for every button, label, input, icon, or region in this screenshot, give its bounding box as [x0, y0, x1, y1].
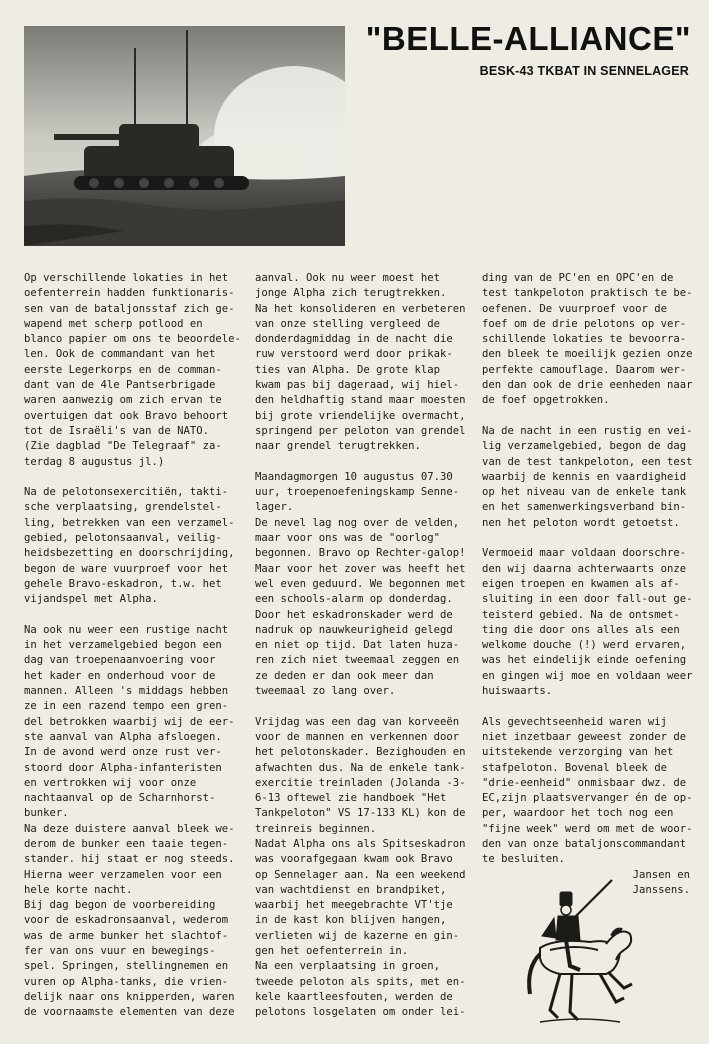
text-line: maar voor ons was de "oorlog" [255, 532, 440, 545]
text-line: voor de mannen en verkennen door [255, 730, 460, 743]
text-line: vuren op Alpha-tanks, die vrien- [24, 975, 229, 988]
text-line: van onze stelling vergleed de [255, 317, 440, 330]
text-line: uitstekende verzorging van het [482, 746, 674, 759]
text-line: waarbij de kennis en vaardigheid [482, 470, 687, 483]
text-line: ze in een razend tempo een gren- [24, 700, 229, 713]
text-line: eerste Legerkorps en de comman- [24, 363, 222, 376]
text-line: was de arme bunker het slachtof- [24, 929, 229, 942]
text-line: ding van de PC'en en OPC'en de [482, 272, 674, 284]
text-line: begonnen. Bravo op Rechter-galop! [255, 547, 466, 560]
text-line: waren aanwezig om zich ervan te [24, 394, 222, 407]
text-line: bunker. [24, 807, 69, 820]
text-line: sche verplaatsing, grendelstel- [24, 501, 222, 514]
text-column-3 [482, 271, 696, 868]
text-column-1 [24, 271, 241, 1021]
text-line: ze deden er dan ook meer dan [255, 669, 434, 682]
text-line [24, 608, 238, 623]
text-line: een schools-alarm op donderdag. [255, 593, 453, 606]
text-line [255, 699, 469, 714]
text-line: "fijne week" werd om met de woor- [482, 822, 693, 835]
text-line: gebied, pelotonsaanval, veilig- [24, 532, 222, 545]
text-line: Na ook nu weer een rustige nacht [24, 623, 229, 636]
text-line: oefenterrein hadden funktionaris- [24, 287, 235, 300]
text-line: Na de pelotonsexercitiën, takti- [24, 486, 229, 499]
text-line: dag van troepenaanvoering voor [24, 654, 216, 667]
text-line: lager. [255, 501, 294, 514]
text-line: jonge Alpha zich terugtrekken. [255, 287, 447, 300]
text-line: stoord door Alpha-infanteristen [24, 761, 222, 774]
text-line: eigen troepen en kwamen als af- [482, 577, 680, 590]
text-line: niet inzetbaar geweest zonder de [482, 730, 687, 743]
text-line: den van onze bataljonscommandant [482, 837, 687, 850]
text-line: In de avond werd onze rust ver- [24, 746, 222, 759]
text-line: Als gevechtseenheid waren wij [482, 715, 667, 728]
text-line: tot de Israëli's van de NATO. [24, 424, 209, 437]
text-line: afwachten dus. Na de enkele tank- [255, 761, 466, 774]
text-line: De nevel lag nog over de velden, [255, 516, 460, 529]
text-line: schillende lokaties te bevoorra- [482, 333, 687, 346]
text-line: in het verzamelgebied begon een [24, 639, 222, 652]
text-line: sluiting in een door fall-out ge- [482, 593, 693, 606]
text-line: Maandagmorgen 10 augustus 07.30 [255, 470, 453, 483]
text-line: vijandspel met Alpha. [24, 593, 158, 606]
text-line: verlieten wij de kazerne en gin- [255, 929, 460, 942]
text-line: kele kaartleesfouten, werden de [255, 990, 453, 1003]
text-line: pelotons losgelaten om onder lei- [255, 1006, 466, 1019]
text-line: kwam pas bij dageraad, wij hiel- [255, 379, 460, 392]
text-line: mannen. Alleen 's middags hebben [24, 685, 229, 698]
text-line: en het samenwerkingsverband bin- [482, 501, 687, 514]
tank-photo-icon [24, 26, 345, 246]
text-line: op het niveau van de enkele tank [482, 486, 687, 499]
text-line: len. Ook de commandant van het [24, 348, 216, 361]
text-line: huiswaarts. [482, 685, 553, 698]
text-line: gehele Bravo-eskadron, t.w. het [24, 577, 222, 590]
text-line: test tankpeloton praktisch te be- [482, 287, 693, 300]
text-line: terdag 8 augustus jl.) [24, 455, 165, 468]
text-line: den bleek te moeilijk gezien onze [482, 348, 693, 361]
text-line: van de test tankpeloton, een test [482, 455, 693, 468]
text-line: Nadat Alpha ons als Spitseskadron [255, 837, 466, 850]
text-line: welkome douche (!) werd ervaren, [482, 639, 687, 652]
text-line: was voorafgegaan kwam ook Bravo [255, 853, 453, 866]
text-line: treinreis beginnen. [255, 822, 377, 835]
text-column-2 [255, 271, 469, 1021]
text-line: wapend met scherp potlood en [24, 317, 203, 330]
text-line: van wachtdienst en brandpiket, [255, 883, 447, 896]
text-line: den wij daarna achterwaarts onze [482, 562, 687, 575]
text-line [255, 455, 469, 470]
text-line: Bij dag begon de voorbereiding [24, 899, 216, 912]
text-line: het pelotonskader. Bezighouden en [255, 746, 466, 759]
text-line: Na een verplaatsing in groen, [255, 960, 440, 973]
text-line: het kader en onderhoud voor de [24, 669, 216, 682]
text-line [482, 699, 696, 714]
text-line: op Sennelager aan. Na een weekend [255, 868, 466, 881]
text-line: derom de bunker een taaie tegen- [24, 837, 229, 850]
text-line: gen het oefenterrein in. [255, 945, 409, 958]
text-line: stafpeloton. Bovenal bleek de [482, 761, 667, 774]
text-line: bij grote vriendelijke overmacht, [255, 409, 466, 422]
text-line: Vrijdag was een dag van korveeën [255, 715, 460, 728]
text-line: sen van de bataljonsstaf zich ge- [24, 302, 235, 315]
text-line [482, 409, 696, 424]
text-line: stander. hij staat er nog steeds. [24, 853, 235, 866]
text-line: nachtaanval op de Scharnhorst- [24, 792, 216, 805]
text-line: aanval. Ook nu weer moest het [255, 272, 440, 284]
text-line: ste aanval van Alpha afsloegen. [24, 730, 222, 743]
text-line: Na de nacht in een rustig en vei- [482, 424, 693, 437]
text-line: foef om de drie pelotons op ver- [482, 317, 687, 330]
text-line: overtuigen dat ook Bravo behoort [24, 409, 229, 422]
text-line: Op verschillende lokaties in het [24, 272, 229, 284]
text-line: Hierna weer verzamelen voor een [24, 868, 222, 881]
text-line: (Zie dagblad "De Telegraaf" za- [24, 440, 222, 453]
text-line: ruw verstoord werd door prikak- [255, 348, 453, 361]
text-line [24, 470, 238, 485]
text-line: Na het konsolideren en verbeteren [255, 302, 466, 315]
text-line: dant van de 4le Pantserbrigade [24, 379, 216, 392]
text-line: teisterd gebied. Na de ontsmet- [482, 608, 680, 621]
text-line: EC,zijn plaatsvervanger én de op- [482, 792, 693, 805]
text-line: lig verzamelgebied, begon de dag [482, 440, 687, 453]
text-line: fer van ons vuur en bewegings- [24, 945, 216, 958]
tank-photo [24, 26, 345, 246]
author-line-2: Janssens. [632, 884, 690, 897]
text-line: te besluiten. [482, 853, 565, 866]
text-line: 6-13 oftewel zie handboek "Het [255, 792, 447, 805]
text-line: Tankpeloton" VS 17-133 KL) kon de [255, 807, 466, 820]
text-line: voor de eskadronsaanval, wederom [24, 914, 229, 927]
text-line: ties van Alpha. De grote klap [255, 363, 440, 376]
text-line: del betrokken waarbij wij de eer- [24, 715, 235, 728]
author-line-1: Jansen en [632, 869, 690, 881]
text-line: heidsbezetting en doorschrijding, [24, 547, 235, 560]
text-line: den heldhaftig stand maar moesten [255, 394, 466, 407]
text-line: den dan ook de drie eenheden naar [482, 379, 693, 392]
text-line: waarbij het meegebrachte VT'tje [255, 899, 453, 912]
page-title: "BELLE-ALLIANCE" [365, 20, 691, 57]
text-line: exercitie treinladen (Jolanda -3- [255, 776, 466, 789]
text-line: per, waardoor het toch nog een [482, 807, 674, 820]
text-line: en niet op tijd. Dat laten huza- [255, 639, 460, 652]
text-line: naar grendel terugtrekken. [255, 440, 421, 453]
text-line: hele korte nacht. [24, 883, 133, 896]
text-line: Vermoeid maar voldaan doorschre- [482, 547, 687, 560]
text-line: Door het eskadronskader werd de [255, 608, 453, 621]
text-line: wel even geduurd. We begonnen met [255, 577, 466, 590]
text-line: begon de ware vuurproef voor het [24, 562, 229, 575]
text-line: Maar voor het zover was heeft het [255, 562, 466, 575]
page-subtitle: BESK-43 TKBAT IN SENNELAGER [479, 64, 689, 78]
text-line: blanco papier om ons te beoordele- [24, 333, 241, 346]
text-line: ting die door ons alles als een [482, 623, 680, 636]
text-line: delijk naar ons knipperden, waren [24, 990, 235, 1003]
text-line: Na deze duistere aanval bleek we- [24, 822, 235, 835]
text-line: in de kast kon blijven hangen, [255, 914, 447, 927]
hussar-rider-icon [520, 878, 640, 1028]
text-line: springend per peloton van grendel [255, 424, 466, 437]
text-line: donderdagmiddag in de nacht die [255, 333, 453, 346]
text-line: perfekte camouflage. Daarom wer- [482, 363, 687, 376]
text-line: tweede peloton als spits, met en- [255, 975, 466, 988]
text-line: nadruk op nauwkeurigheid gelegd [255, 623, 453, 636]
text-line: spel. Springen, stellingnemen en [24, 960, 229, 973]
text-line: en gingen wij moe en voldaan weer [482, 669, 693, 682]
text-line: was het eindelijk einde oefening [482, 654, 687, 667]
text-line: "drie-eenheid" onmisbaar dwz. de [482, 776, 687, 789]
text-line [482, 531, 696, 546]
text-line: de foef opgetrokken. [482, 394, 610, 407]
text-line: tweemaal zo lang over. [255, 685, 396, 698]
text-line: en vertrokken wij voor onze [24, 776, 197, 789]
text-line: ling, betrekken van een verzamel- [24, 516, 235, 529]
text-line: ren zich niet tweemaal zeggen en [255, 654, 460, 667]
text-line: uur, troepenoefeningskamp Senne- [255, 486, 460, 499]
text-line: de voornaamste elementen van deze [24, 1006, 235, 1019]
text-line: oefenen. De vuurproef voor de [482, 302, 667, 315]
text-line: nen het peloton wordt getoetst. [482, 516, 680, 529]
